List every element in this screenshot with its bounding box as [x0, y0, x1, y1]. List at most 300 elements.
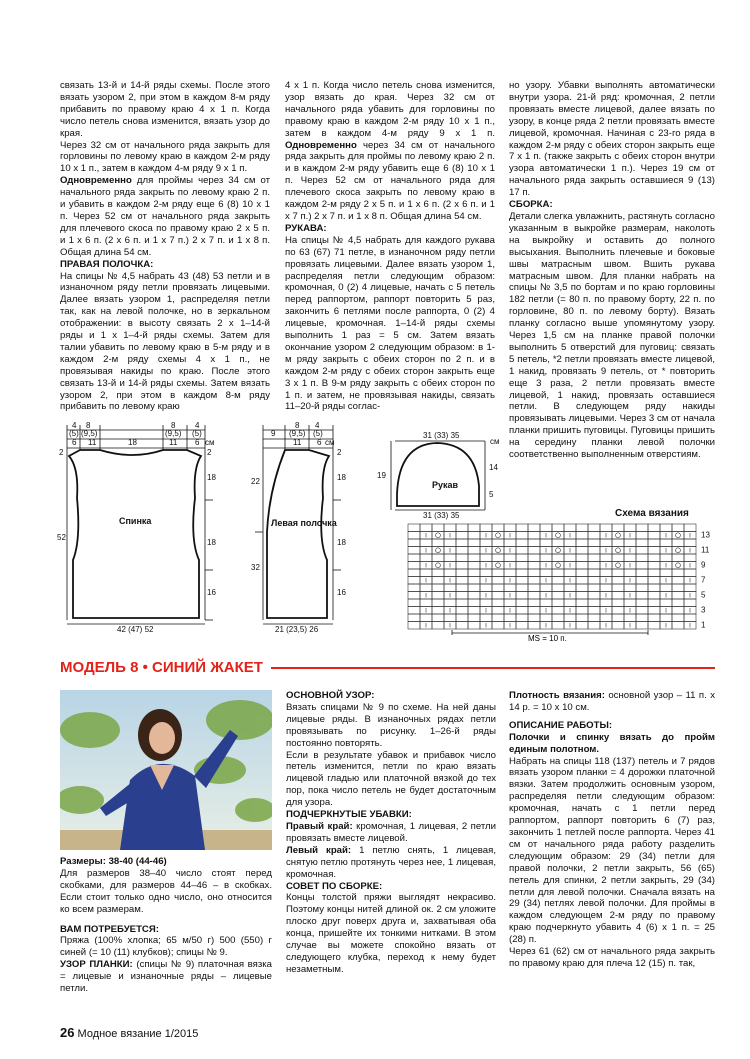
- paragraph-text: 4 х 1 п. Когда число петель снова изменится, узор вязать до края. Через 32 см от начального ряда убавить для горловины по правому краю в каждом 2-м ряду 10 х 1 п., затем в каждом 4-м ряду 9 х 1 п.: [285, 80, 495, 139]
- chart-cell: [420, 569, 432, 577]
- chart-cell: [468, 569, 480, 577]
- chart-cell: [516, 592, 528, 600]
- chart-cell: [612, 569, 624, 577]
- chart-cell: [588, 614, 600, 622]
- chart-cell: [516, 577, 528, 585]
- chart-cell: [636, 539, 648, 547]
- paragraph: Через 32 см от начального ряда закрыть для горловины по левому краю в каждом 2-м ряду 10 х 1 п., затем в каждом 4-м ряду 9 х 1 п.: [60, 139, 270, 175]
- chart-cell: [468, 592, 480, 600]
- dim-label: (5): [313, 429, 323, 438]
- chart-symbol: [556, 548, 561, 553]
- paragraph: но узору. Убавки выполнять автоматически внутри узора. 21-й ряд: кромочная, 2 петли провязать вместе лицевой, далее вязать по узору, в конце ряда 2 петли провязать вместе лицевой, кромочная. Начиная с 23-го ряда в каждом 2-м ряду с обеих сторон закрыть еще 7 х 1 п. (также закрыть с обеих сторон внутри узора автоматически 1 п.). Через 19 см от начального ряда закрыть оставшиеся 9 (13) 17 п.: [509, 80, 715, 199]
- chart-cell: [648, 569, 660, 577]
- chart-cell: [636, 547, 648, 555]
- chart-cell: [540, 584, 552, 592]
- diagram-title: Левая полочка: [271, 518, 337, 528]
- paragraph: Для размеров 38–40 число стоят перед скобками, для размеров 44–46 – в скобках. Если стоит только одно число, оно относится ко всем размерам.: [60, 867, 272, 915]
- chart-cell: [480, 599, 492, 607]
- chart-cell: [588, 584, 600, 592]
- chart-cell: [540, 614, 552, 622]
- chart-cell: [516, 547, 528, 555]
- chart-cell: [516, 622, 528, 630]
- chart-cell: [432, 607, 444, 615]
- dim-label: 32: [251, 563, 260, 572]
- paragraph-subheading: Полочки и спинку вязать до пройм единым полотном.: [509, 731, 715, 755]
- sleeve-pattern-diagram: [375, 430, 510, 520]
- paragraph: [60, 959, 272, 995]
- chart-cell: [552, 539, 564, 547]
- diagram-title: Рукав: [432, 480, 459, 490]
- chart-cell: [528, 539, 540, 547]
- section-heading-assembly: СБОРКА:: [509, 199, 553, 211]
- chart-cell: [588, 539, 600, 547]
- chart-cell: [624, 539, 636, 547]
- chart-cell: [600, 584, 612, 592]
- chart-cell: [492, 599, 504, 607]
- chart-cell: [432, 539, 444, 547]
- paragraph-text: через 34 см от начального ряда закрыть для проймы по левому краю 2 п. и в каждом 2-м ряду убавить еще 6 (8) 10 х 1 п. Через 52 см от начального ряда для плечевого скоса закрыть по левому краю в каждом 2-м ряду 2 х 5 п. и 1 х 6 п. (2 х 6 п. и 1 х 7 п.) 2 х 7 п. и 1 х 8 п. Общая длина 54 см.: [285, 139, 495, 222]
- chart-row-label: 7: [701, 575, 706, 585]
- chart-cell: [408, 592, 420, 600]
- section-heading-main-pattern: ОСНОВНОЙ УЗОР:: [286, 690, 375, 701]
- chart-cell: [684, 554, 696, 562]
- chart-cell: [660, 569, 672, 577]
- chart-cell: [480, 584, 492, 592]
- section-heading-sleeves: РУКАВА:: [285, 222, 327, 234]
- chart-cell: [636, 599, 648, 607]
- chart-row-label: 5: [701, 590, 706, 600]
- chart-cell: [672, 554, 684, 562]
- chart-cell: [636, 554, 648, 562]
- chart-cell: [648, 524, 660, 532]
- chart-cell: [600, 539, 612, 547]
- left-front-pattern-diagram: [245, 420, 365, 635]
- dim-label: 31 (33) 35: [423, 511, 460, 520]
- chart-cell: [660, 554, 672, 562]
- chart-cell: [444, 584, 456, 592]
- paragraph: На спицы № 4,5 набрать для каждого рукава по 63 (67) 71 петле, в изнаночном ряду петли провязать лицевыми. Далее вязать узором 1, распределяя петли следующим образом: кромочная, 0 (2) 4 лицевые, начать с 5 петель перед раппортом, раппорт повторить 5 раз, закончить 6 петлями после раппорта, 0 (2) 4 лицевые, кромочная. 1–14-й ряды схемы выполнить 1 раз = 5 см. Затем вязать окончание узором 2 следующим образом: в 1-м ряду закрыть с обеих сторон по 2 п. и в каждом 2-м ряду с обеих сторон закрыть еще 3 х 1 п. В 9-м ряду закрыть с обеих сторон по 1 п. и затем, не провязывая накиды, связать 11–20-й ряды соглас-: [285, 234, 495, 413]
- chart-cell: [444, 524, 456, 532]
- chart-cell: [528, 532, 540, 540]
- chart-cell: [684, 584, 696, 592]
- chart-cell: [528, 524, 540, 532]
- section-heading-description: ОПИСАНИЕ РАБОТЫ:: [509, 719, 613, 731]
- chart-symbol: [616, 548, 621, 553]
- chart-cell: [492, 569, 504, 577]
- chart-cell: [588, 592, 600, 600]
- section-heading-tip: СОВЕТ ПО СБОРКЕ:: [286, 880, 383, 892]
- chart-cell: [672, 607, 684, 615]
- dim-label: 6: [72, 438, 77, 447]
- chart-symbol: [616, 533, 621, 538]
- chart-cell: [636, 622, 648, 630]
- chart-cell: [624, 584, 636, 592]
- chart-cell: [444, 569, 456, 577]
- dim-label: (9,5): [289, 429, 306, 438]
- chart-cell: [444, 554, 456, 562]
- chart-cell: [564, 524, 576, 532]
- chart-cell: [504, 584, 516, 592]
- top-column-1: [60, 80, 270, 413]
- ms-label: MS = 10 п.: [528, 634, 567, 643]
- chart-cell: [564, 584, 576, 592]
- chart-cell: [516, 607, 528, 615]
- diagram-title: Спинка: [119, 516, 152, 526]
- chart-cell: [648, 577, 660, 585]
- chart-cell: [456, 622, 468, 630]
- chart-cell: [624, 614, 636, 622]
- chart-cell: [492, 622, 504, 630]
- paragraph: [286, 821, 496, 845]
- paragraph: [60, 175, 270, 258]
- chart-cell: [468, 554, 480, 562]
- chart-cell: [432, 524, 444, 532]
- paragraph: Набрать на спицы 118 (137) петель и 7 рядов вязать узором планки = 4 дорожки платочной вязки. Затем продолжить основным узором, распределяя петли следующим образом: кромочная, начать с 1 петли перед раппортом, раппорт повторить 6 (7) раз, закончить 1 петлей после раппорта. Через 41 см от начального ряда работу разделить следующим образом: 29 (34) петли для правой полочки, 2 петли закрыть, 56 (65) петель для спинки, 2 петли закрыть, 29 (34) петли для левой полочки. Сначала вязать на 29 (34) петлях левой полочки. Для проймы в каждом следующем 2-м ряду по правому краю подчеркнуто убавить 4 (6) х 1 п. = 25 (28) п.: [509, 755, 715, 946]
- back-pattern-diagram: [55, 420, 230, 635]
- chart-cell: [492, 554, 504, 562]
- paragraph: Пряжа (100% хлопка; 65 м/50 г) 500 (550) г синей (= 10 (11) клубков); спицы № 9.: [60, 935, 272, 959]
- chart-row-label: 13: [701, 530, 710, 540]
- dim-label: 18: [128, 438, 137, 447]
- chart-cell: [420, 554, 432, 562]
- paragraph: [286, 845, 496, 881]
- paragraph: Детали слегка увлажнить, растянуть согласно указанным в выкройке размерам, наколоть на выкройку и оставить до полного высыхания. Выполнить плечевые и боковые швы матрасным швом. Вшить рукава матрасным швом. Для планки набрать на спицы № 3,5 по бортам и по краю горловины 182 петли (= 80 п. по правому борту, 22 п. по горловине, 80 п. по левому борту). Вязать планку согласно выше упомянутому узору. Через 1,5 см на планке правой полочки выполнить 5 отверстий для пуговиц: связать 5 петель, *2 петли провязать вместе лицевой, 1 накид, провязать 9 петель, от * повторить еще 3 раза, 2 петли провязать вместе лицевой, 1 накид, провязать оставшиеся петли. В следующем ряду накиды провязывать лицевыми. Через 3 см от начала планки пришить пуговицы. Пуговицы пришить на середину планки левой полочки соответственно выполненным отверстиям.: [509, 210, 715, 461]
- chart-symbol: [436, 533, 441, 538]
- chart-cell: [408, 607, 420, 615]
- dim-label: 6: [195, 438, 200, 447]
- paragraph: На спицы № 4,5 набрать 43 (48) 53 петли и в изнаночном ряду петли провязать лицевыми. Далее вязать узором 1, распределяя петли так, как на левой полочке, но в зеркальном отображении: в высоту связать 2 х 1–14-й ряды и 1 х 1–4-й ряды схемы. Затем для талии убавить по левому краю в 5-м ряду и в каждом 2-м ряду схемы 4 х 1 п., не провязывая накиды по краю. После этого связать 13-й и 14-й ряды схемы. Затем вязать узором 2, при этом в каждом 8-м ряду прибавить по левому краю: [60, 270, 270, 413]
- chart-cell: [588, 562, 600, 570]
- chart-symbol: [676, 533, 681, 538]
- chart-cell: [432, 554, 444, 562]
- chart-cell: [564, 539, 576, 547]
- chart-cell: [552, 569, 564, 577]
- chart-cell: [516, 599, 528, 607]
- chart-cell: [456, 539, 468, 547]
- chart-cell: [480, 614, 492, 622]
- chart-cell: [408, 622, 420, 630]
- chart-cell: [672, 569, 684, 577]
- model-column-3: [509, 690, 715, 970]
- chart-cell: [648, 622, 660, 630]
- dim-label: (5): [69, 429, 79, 438]
- dim-label: см: [325, 438, 335, 447]
- chart-cell: [516, 539, 528, 547]
- chart-cell: [408, 524, 420, 532]
- chart-symbol: [676, 563, 681, 568]
- bold-term: Одновременно: [60, 175, 132, 187]
- bold-term: Одновременно: [285, 139, 357, 151]
- bold-term: Левый край:: [286, 844, 352, 856]
- paragraph-text: для проймы через 34 см от начального ряда закрыть по левому краю 2 п. и убавить в каждом 2-м ряду еще 6 (8) 10 х 1 п. Через 52 см от начального ряда закрыть для плечевого скоса по правому краю 2 х 5 п. и 1 х 6 п. (2 х 6 п. и 1 х 7 п.) 2 х 7 п. и 1 х 8 п. Общая длина 54 см.: [60, 175, 270, 258]
- bold-term: Плотность вязания:: [509, 690, 605, 701]
- chart-cell: [516, 584, 528, 592]
- chart-cell: [516, 554, 528, 562]
- dim-label: 8: [295, 421, 300, 430]
- chart-cell: [648, 539, 660, 547]
- chart-cell: [528, 554, 540, 562]
- chart-cell: [456, 562, 468, 570]
- sizes-heading: Размеры: 38-40 (44-46): [60, 856, 167, 867]
- chart-cell: [576, 562, 588, 570]
- chart-cell: [636, 577, 648, 585]
- chart-cell: [408, 562, 420, 570]
- chart-symbol: [616, 563, 621, 568]
- paragraph-text: основной узор – 11 п. х 14 р. = 10 х 10 см.: [509, 690, 715, 713]
- model-column-2: [286, 690, 496, 976]
- chart-cell: [552, 614, 564, 622]
- chart-cell: [528, 562, 540, 570]
- chart-cell: [456, 569, 468, 577]
- top-column-2: [285, 80, 495, 413]
- chart-cell: [492, 577, 504, 585]
- dim-label: 4: [195, 421, 200, 430]
- chart-cell: [432, 614, 444, 622]
- chart-cell: [528, 569, 540, 577]
- chart-cell: [672, 577, 684, 585]
- chart-cell: [624, 554, 636, 562]
- chart-cell: [504, 554, 516, 562]
- chart-cell: [588, 569, 600, 577]
- chart-cell: [576, 554, 588, 562]
- chart-cell: [576, 577, 588, 585]
- chart-cell: [684, 524, 696, 532]
- back-outline: [69, 450, 201, 618]
- chart-cell: [648, 592, 660, 600]
- chart-cell: [468, 524, 480, 532]
- chart-cell: [444, 599, 456, 607]
- dim-label: 31 (33) 35: [423, 431, 460, 440]
- chart-cell: [408, 554, 420, 562]
- dim-label: 19: [377, 471, 386, 480]
- chart-cell: [552, 554, 564, 562]
- chart-cell: [636, 524, 648, 532]
- chart-cell: [612, 614, 624, 622]
- chart-cell: [408, 532, 420, 540]
- chart-cell: [456, 592, 468, 600]
- chart-cell: [576, 599, 588, 607]
- chart-cell: [588, 532, 600, 540]
- chart-cell: [492, 592, 504, 600]
- dim-label: 16: [337, 588, 346, 597]
- chart-cell: [588, 577, 600, 585]
- chart-cell: [504, 599, 516, 607]
- chart-cell: [456, 524, 468, 532]
- paragraph-text: (спицы № 9) платочная вязка = лицевые и изнаночные ряды – лицевые петли.: [60, 959, 272, 995]
- chart-cell: [600, 554, 612, 562]
- chart-cell: [420, 599, 432, 607]
- chart-row-label: 11: [701, 545, 710, 555]
- chart-cell: [588, 554, 600, 562]
- chart-cell: [552, 577, 564, 585]
- chart-cell: [648, 547, 660, 555]
- chart-symbol: [496, 563, 501, 568]
- chart-cell: [612, 607, 624, 615]
- dim-label: 18: [207, 538, 216, 547]
- chart-cell: [408, 547, 420, 555]
- chart-cell: [600, 614, 612, 622]
- dim-label: 8: [171, 421, 176, 430]
- chart-cell: [564, 554, 576, 562]
- chart-cell: [504, 614, 516, 622]
- chart-cell: [408, 539, 420, 547]
- chart-cell: [612, 524, 624, 532]
- chart-cell: [684, 569, 696, 577]
- chart-cell: [588, 547, 600, 555]
- paragraph-text: кромочная, 1 лицевая, 2 петли провязать вместе лицевой.: [286, 820, 497, 844]
- dim-label: см: [205, 438, 215, 447]
- chart-cell: [468, 599, 480, 607]
- chart-cell: [552, 592, 564, 600]
- chart-cell: [432, 584, 444, 592]
- chart-symbol: [556, 563, 561, 568]
- chart-cell: [492, 584, 504, 592]
- chart-cell: [612, 554, 624, 562]
- chart-cell: [468, 539, 480, 547]
- model-header-band: [60, 657, 715, 679]
- chart-cell: [456, 607, 468, 615]
- chart-cell: [504, 524, 516, 532]
- dim-label: 2: [337, 448, 342, 457]
- chart-cell: [672, 614, 684, 622]
- chart-cell: [456, 532, 468, 540]
- chart-cell: [612, 577, 624, 585]
- chart-cell: [420, 614, 432, 622]
- chart-cell: [528, 584, 540, 592]
- chart-cell: [528, 599, 540, 607]
- dim-label: 14: [489, 463, 498, 472]
- chart-cell: [492, 614, 504, 622]
- chart-cell: [648, 584, 660, 592]
- chart-cell: [612, 599, 624, 607]
- chart-cell: [456, 614, 468, 622]
- chart-cell: [492, 607, 504, 615]
- chart-cell: [408, 584, 420, 592]
- dim-label: 16: [207, 588, 216, 597]
- paragraph-text: 1 петлю снять, 1 лицевая, снятую петлю протянуть через нее, 1 лицевая, кромочная.: [286, 844, 496, 880]
- chart-cell: [672, 599, 684, 607]
- chart-row-label: 9: [701, 560, 706, 570]
- chart-cell: [588, 524, 600, 532]
- chart-cell: [576, 614, 588, 622]
- dim-label: 18: [337, 538, 346, 547]
- chart-cell: [540, 539, 552, 547]
- chart-cell: [660, 584, 672, 592]
- chart-cell: [576, 539, 588, 547]
- dim-label: 6: [317, 438, 322, 447]
- chart-cell: [408, 569, 420, 577]
- chart-cell: [456, 599, 468, 607]
- chart-cell: [516, 614, 528, 622]
- chart-cell: [672, 592, 684, 600]
- chart-symbol: [556, 533, 561, 538]
- top-column-3: [509, 80, 715, 461]
- dim-label: см: [490, 437, 500, 446]
- chart-cell: [576, 622, 588, 630]
- dim-label: 5: [489, 490, 494, 499]
- dim-label: 11: [169, 438, 178, 447]
- chart-cell: [564, 569, 576, 577]
- model-photo: [60, 690, 272, 850]
- chart-cell: [648, 554, 660, 562]
- chart-cell: [588, 599, 600, 607]
- chart-cell: [552, 622, 564, 630]
- chart-cell: [468, 577, 480, 585]
- chart-symbol: [676, 548, 681, 553]
- dim-label: (5): [192, 429, 202, 438]
- chart-cell: [480, 554, 492, 562]
- chart-cell: [684, 599, 696, 607]
- chart-cell: [468, 547, 480, 555]
- chart-symbol: [496, 548, 501, 553]
- sleeve-outline: [397, 443, 479, 506]
- chart-cell: [624, 599, 636, 607]
- chart-cell: [672, 539, 684, 547]
- chart-cell: [468, 614, 480, 622]
- chart-cell: [480, 524, 492, 532]
- dim-label: 11: [293, 438, 302, 447]
- chart-cell: [660, 599, 672, 607]
- section-heading-right-front: ПРАВАЯ ПОЛОЧКА:: [60, 258, 154, 270]
- chart-cell: [576, 524, 588, 532]
- chart-cell: [528, 607, 540, 615]
- dim-label: 21 (23,5) 26: [275, 625, 319, 634]
- chart-cell: [600, 599, 612, 607]
- section-heading-materials: ВАМ ПОТРЕБУЕТСЯ:: [60, 923, 159, 935]
- chart-cell: [564, 614, 576, 622]
- chart-cell: [456, 554, 468, 562]
- dim-label: 9: [271, 429, 276, 438]
- chart-cell: [420, 539, 432, 547]
- dim-label: (9,5): [81, 429, 98, 438]
- chart-cell: [456, 577, 468, 585]
- model-column-1: [60, 856, 272, 995]
- chart-cell: [528, 622, 540, 630]
- chart-cell: [432, 592, 444, 600]
- chart-cell: [672, 584, 684, 592]
- bold-term: Правый край:: [286, 820, 353, 832]
- chart-cell: [636, 584, 648, 592]
- chart-cell: [552, 607, 564, 615]
- chart-cell: [516, 569, 528, 577]
- chart-cell: [576, 532, 588, 540]
- chart-cell: [456, 547, 468, 555]
- chart-cell: [528, 577, 540, 585]
- chart-cell: [516, 532, 528, 540]
- chart-cell: [468, 532, 480, 540]
- chart-cell: [636, 532, 648, 540]
- dim-label: 4: [72, 421, 77, 430]
- chart-cell: [444, 539, 456, 547]
- magazine-name: Модное вязание 1/2015: [77, 1028, 199, 1040]
- chart-cell: [564, 599, 576, 607]
- chart-cell: [552, 599, 564, 607]
- chart-cell: [468, 562, 480, 570]
- chart-row-label: 1: [701, 620, 706, 630]
- chart-cell: [516, 524, 528, 532]
- chart-cell: [540, 554, 552, 562]
- chart-cell: [480, 569, 492, 577]
- chart-cell: [648, 562, 660, 570]
- chart-cell: [660, 614, 672, 622]
- chart-cell: [672, 524, 684, 532]
- chart-cell: [672, 622, 684, 630]
- page-number: 26: [60, 1025, 75, 1040]
- chart-cell: [576, 607, 588, 615]
- chart-cell: [492, 524, 504, 532]
- chart-cell: [456, 584, 468, 592]
- chart-cell: [612, 539, 624, 547]
